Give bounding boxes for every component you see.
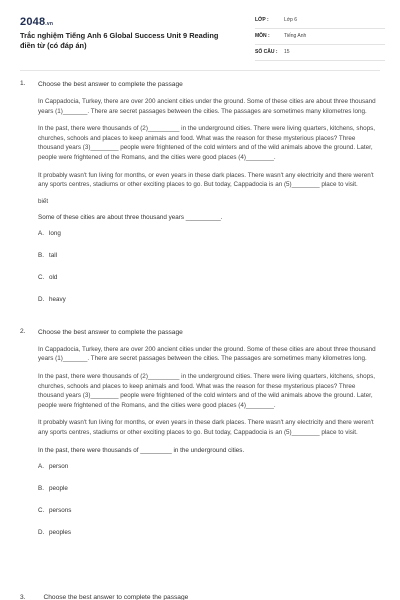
option-letter: C.: [38, 506, 45, 514]
question-prompt: Choose the best answer to complete the passage: [43, 594, 189, 600]
option-text: persons: [49, 506, 72, 514]
meta-row-subject: [255, 30, 385, 45]
option-letter: B.: [38, 251, 44, 259]
option-text: long: [49, 229, 61, 237]
meta-value: Tiếng Anh: [284, 33, 307, 39]
option-a[interactable]: [38, 230, 210, 252]
question-prompt: Choose the best answer to complete the passage: [38, 81, 183, 88]
option-b[interactable]: [38, 252, 210, 274]
question-prompt: Choose the best answer to complete the passage: [38, 328, 183, 336]
option-letter: C.: [38, 273, 45, 281]
option-letter: D.: [38, 295, 45, 303]
question-3-partial: [20, 594, 188, 600]
option-text: old: [49, 273, 58, 281]
meta-label: LỚP :: [255, 17, 269, 23]
passage-paragraph: In the past, there were thousands of (2)_________ in the underground cities. There were living quarters, kitchens, shops, churches, schools and places to keep animals and food. What was the reason for these mysterious places? Three thousand years (3)________ people were frightened of the cold winters and of the wild animals above the ground. Later, people were frightened of the Romans, and the cities were good places (4)________.: [38, 372, 375, 409]
question-body: [38, 80, 378, 318]
meta-row-class: [255, 14, 385, 29]
question-list: [20, 80, 378, 561]
meta-label: MÔN :: [255, 33, 270, 39]
passage-paragraph: It probably wasn't fun living for months, or even years in these dark places. There wasn't any electricity and there weren't any sports centres, stadiums or other exciting places to go. But today, Cappadocia is an (5)________ place to visit.: [38, 171, 374, 189]
passage-paragraph: It probably wasn't fun living for months, or even years in these dark places. There wasn't any electricity and there weren't any sports centres, stadiums or other exciting places to go. But today, Cappadocia is an (5)________ place to visit.: [38, 419, 374, 436]
question-stem: Some of these cities are about three thousand years __________.: [38, 213, 223, 221]
meta-value: Lớp 6: [284, 17, 298, 23]
question-number: 1.: [20, 80, 26, 87]
answer-options: [38, 230, 378, 318]
option-d[interactable]: [38, 529, 210, 551]
question-2: [20, 328, 378, 551]
option-d[interactable]: [38, 296, 210, 318]
option-letter: A.: [38, 229, 44, 237]
option-letter: B.: [38, 484, 44, 492]
question-number: 3.: [20, 594, 26, 600]
passage-paragraph: In Cappadocia, Turkey, there are over 200 ancient cities under the ground. Some of these cities are about three thousand years (1)_______. There are secret passages between the cities. The passages are sometimes many kilometres long.: [38, 345, 376, 363]
question-number: 2.: [20, 327, 26, 335]
option-letter: D.: [38, 528, 45, 536]
meta-info: [255, 14, 385, 62]
option-letter: A.: [38, 462, 44, 470]
meta-value: 15: [284, 49, 290, 55]
site-logo[interactable]: [20, 16, 53, 28]
document-title: Trắc nghiệm Tiếng Anh 6 Global Success Unit 9 Reading điền từ (có đáp án): [20, 31, 219, 50]
option-text: tall: [49, 251, 58, 259]
logo-main: 2048: [20, 16, 46, 28]
option-text: people: [49, 484, 68, 492]
passage-paragraph: In the past, there were thousands of (2)_________ in the underground cities. There were living quarters, kitchens, shops, churches, schools and places to keep animals and food. What was the reason for these mysterious places? Three thousand years (3)________ people were frightened of the cold winters and of the wild animals above the ground. Later, people were frightened of the Romans, and the cities were good places (4)________.: [38, 125, 375, 161]
meta-row-count: [255, 46, 385, 61]
header-divider: [20, 70, 380, 71]
option-text: person: [49, 462, 69, 470]
option-text: heavy: [49, 295, 66, 303]
answer-options: [38, 463, 378, 551]
meta-label: SỐ CÂU :: [255, 49, 278, 55]
option-c[interactable]: [38, 274, 210, 296]
question-note: biết: [38, 197, 49, 205]
document-header: [0, 0, 400, 68]
option-a[interactable]: [38, 463, 210, 485]
passage-paragraph: In Cappadocia, Turkey, there are over 200 ancient cities under the ground. Some of these cities are about three thousand years (1)_______. There are secret passages between the cities. The passages are sometimes many kilometres long.: [38, 98, 376, 115]
question-stem: In the past, there were thousands of _________ in the underground cities.: [38, 446, 245, 454]
logo-suffix: .vn: [45, 21, 54, 27]
option-text: peoples: [49, 528, 72, 536]
option-b[interactable]: [38, 485, 210, 507]
question-body: [38, 328, 378, 551]
option-c[interactable]: [38, 507, 210, 529]
question-1: [20, 80, 378, 318]
